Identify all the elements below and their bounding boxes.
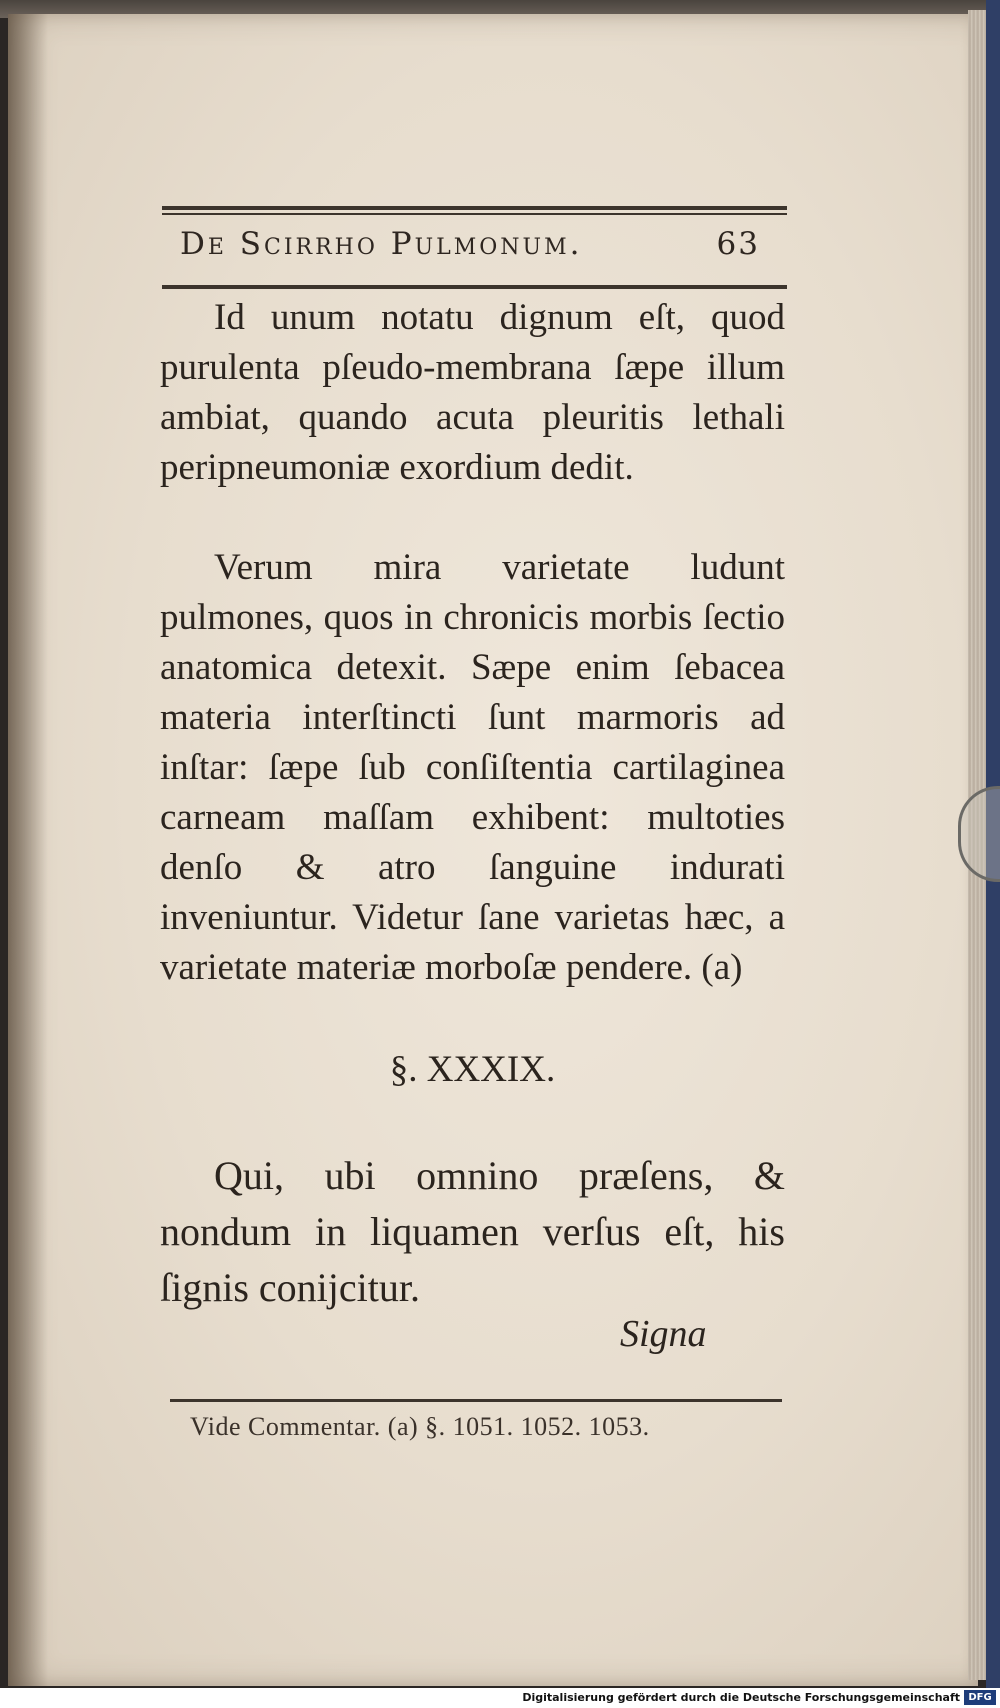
catchword: Signa [620,1313,707,1355]
section-heading: §. XXXIX. [389,1049,556,1090]
header-rule-bottom [162,285,787,289]
footnote-rule [170,1399,782,1402]
running-head: De Scirrho Pulmonum. [180,226,583,262]
paragraph-2: Verum mira varietate ludunt pulmones, quos in chronicis morbis ſectio anatomica detexit. Sæpe enim ſebacea materia interſtincti ſunt marmoris ad inſtar: ſæpe ſub conſiſtentia cartilaginea carneam maſſam exhibent: multoties denſo & atro ſanguine indurati inveniuntur. Videtur ſane varietas hæc, a varietate materiæ morboſæ pendere. (a) [160,547,785,988]
page-header [180,222,760,278]
dfg-logo: DFG [964,1690,996,1705]
paragraph-1: Id unum notatu dignum eſt, quod purulenta pſeudo-membrana ſæpe illum ambiat, quando acuta pleuritis lethali peripneumoniæ exordium dedit. [160,297,785,488]
header-rule-top [162,206,787,210]
footnote: Vide Commentar. (a) §. 1051. 1052. 1053. [190,1412,650,1441]
section-paragraph: Qui, ubi omnino præſens, & nondum in liquamen verſus eſt, his ſignis conijcitur. [160,1153,785,1310]
gutter-shadow [8,14,48,1686]
header-rule-top-thin [162,213,787,215]
page-number: 63 [716,226,760,262]
digitization-credit: Digitalisierung gefördert durch die Deutsche Forschungsgemeinschaft [522,1691,960,1704]
